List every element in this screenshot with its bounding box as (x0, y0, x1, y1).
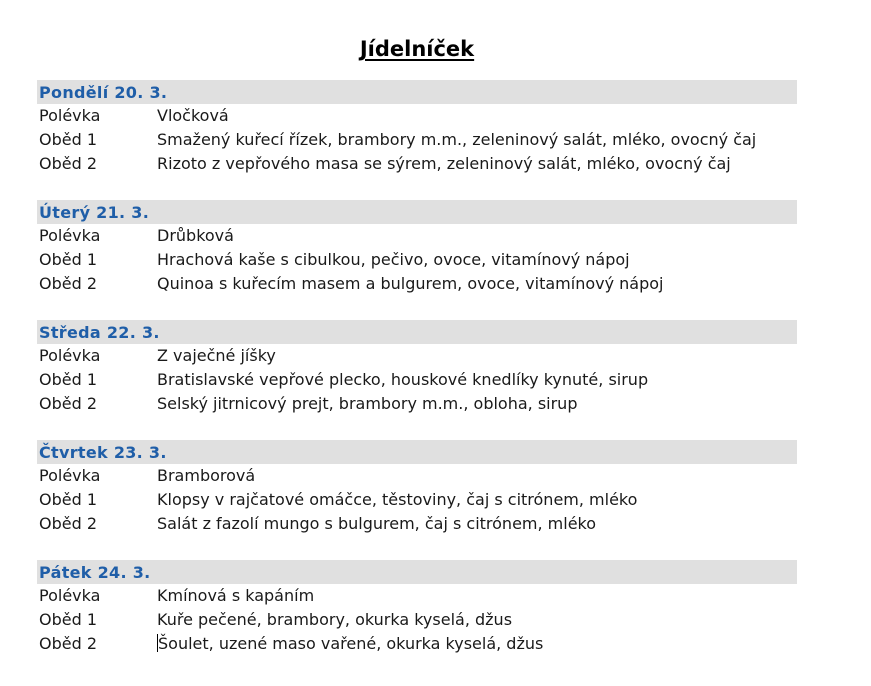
day-header: Úterý 21. 3. (37, 200, 797, 224)
row-dish: Hrachová kaše s cibulkou, pečivo, ovoce, vitamínový nápoj (157, 250, 630, 269)
row-dish: Rizoto z vepřového masa se sýrem, zeleninový salát, mléko, ovocný čaj (157, 154, 731, 173)
row-dish: Z vaječné jíšky (157, 346, 276, 365)
row-dish: Klopsy v rajčatové omáčce, těstoviny, čaj s citrónem, mléko (157, 490, 638, 509)
menu-row-lunch-1 (37, 248, 797, 272)
row-label: Polévka (39, 586, 101, 605)
row-label: Oběd 1 (39, 250, 98, 269)
day-header: Čtvrtek 23. 3. (37, 440, 797, 464)
menu-row-soup (37, 104, 797, 128)
menu-row-lunch-1 (37, 488, 797, 512)
menu-row-soup (37, 344, 797, 368)
day-header: Středa 22. 3. (37, 320, 797, 344)
row-dish: Quinoa s kuřecím masem a bulgurem, ovoce, vitamínový nápoj (157, 274, 664, 293)
row-label: Oběd 2 (39, 274, 98, 293)
menu-row-lunch-1 (37, 368, 797, 392)
row-dish: Bratislavské vepřové plecko, houskové knedlíky kynuté, sirup (157, 370, 649, 389)
row-dish-text: Šoulet, uzené maso vařené, okurka kyselá, džus (158, 634, 544, 653)
row-label: Polévka (39, 106, 101, 125)
row-dish: Vločková (157, 106, 229, 125)
day-section-thursday (37, 440, 797, 536)
menu-row-lunch-2 (37, 512, 797, 536)
row-dish: Kmínová s kapáním (157, 586, 315, 605)
menu-row-lunch-2 (37, 392, 797, 416)
row-dish: Bramborová (157, 466, 256, 485)
menu-row-lunch-2 (37, 632, 797, 656)
menu-row-soup (37, 224, 797, 248)
row-label: Oběd 2 (39, 154, 98, 173)
day-section-wednesday (37, 320, 797, 416)
day-header: Pátek 24. 3. (37, 560, 797, 584)
day-header: Pondělí 20. 3. (37, 80, 797, 104)
row-dish: Selský jitrnicový prejt, brambory m.m., obloha, sirup (157, 394, 578, 413)
page-title: Jídelníček (359, 37, 475, 61)
row-label: Oběd 1 (39, 490, 98, 509)
day-section-friday (37, 560, 797, 656)
row-label: Oběd 2 (39, 394, 98, 413)
menu-row-lunch-1 (37, 608, 797, 632)
day-section-monday (37, 80, 797, 176)
menu-days (37, 80, 797, 680)
row-label: Polévka (39, 346, 101, 365)
row-label: Oběd 1 (39, 610, 98, 629)
menu-row-soup (37, 584, 797, 608)
row-label: Oběd 2 (39, 514, 98, 533)
row-dish-editable[interactable] (157, 632, 797, 656)
menu-row-lunch-2 (37, 272, 797, 296)
day-section-tuesday (37, 200, 797, 296)
row-label: Polévka (39, 466, 101, 485)
row-dish: Smažený kuřecí řízek, brambory m.m., zeleninový salát, mléko, ovocný čaj (157, 130, 757, 149)
menu-row-lunch-2 (37, 152, 797, 176)
row-dish: Kuře pečené, brambory, okurka kyselá, džus (157, 610, 513, 629)
row-label: Oběd 1 (39, 130, 98, 149)
row-dish: Salát z fazolí mungo s bulgurem, čaj s citrónem, mléko (157, 514, 597, 533)
row-label: Oběd 1 (39, 370, 98, 389)
row-dish: Drůbková (157, 226, 234, 245)
row-label: Oběd 2 (39, 634, 98, 653)
menu-row-soup (37, 464, 797, 488)
row-label: Polévka (39, 226, 101, 245)
menu-row-lunch-1 (37, 128, 797, 152)
